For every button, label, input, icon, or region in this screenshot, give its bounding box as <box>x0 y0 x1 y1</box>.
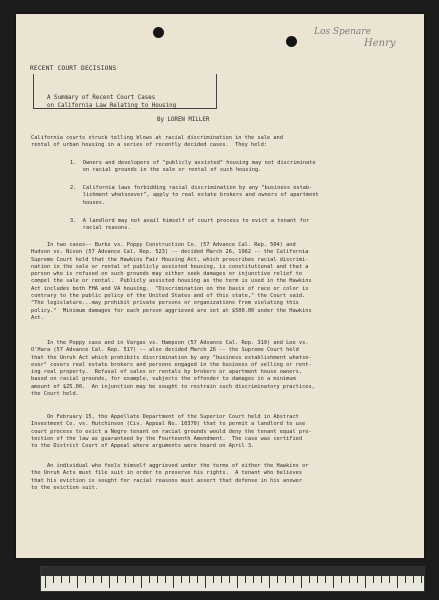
summary-line: on California Law Relating to Housing <box>47 103 177 109</box>
ruler-tick <box>125 576 126 583</box>
ruler-tick <box>221 576 222 583</box>
ruler-tick <box>77 576 78 588</box>
ruler-tick <box>349 576 350 583</box>
ruler-tick <box>165 576 166 583</box>
ruler-tick <box>253 576 254 583</box>
ruler-tick <box>69 576 70 583</box>
intro-paragraph: California courts struck telling blows at racial discrimination in the sale and rental of urban housing in a series of recently decided cases. They held: <box>31 135 283 149</box>
ruler-tick <box>93 576 94 583</box>
ruler-tick <box>373 576 374 583</box>
ruler-tick <box>205 576 206 588</box>
body-paragraph: An individual who feels himself aggrieved under the terms of either the Hawkins or the Unruh Acts must file suit in order to preserve his rights. A tenant who believes that his eviction is sought for racial reasons must assert that defense in his answer to the eviction suit. <box>31 463 309 491</box>
ruler-tick <box>317 576 318 583</box>
ruler-tick <box>181 576 182 583</box>
ruler-tick <box>333 576 334 588</box>
ruler-tick <box>149 576 150 583</box>
ruler-tick <box>397 576 398 588</box>
handwritten-line: Los Spenare <box>314 27 371 37</box>
ruler-tick <box>53 576 54 583</box>
ruler-tick <box>301 576 302 588</box>
handwritten-note <box>314 26 414 50</box>
ruler-tick <box>133 576 134 583</box>
ruler-tick <box>229 576 230 583</box>
body-paragraph: On February 15, the Appellate Department of the Superior Court held in Abstract Investment Co. vs. Hutchinson (Civ. Appeal No. 10370) that to permit a landlord to use court process to evict a Negro tenant on racial grounds would deny the tenant equal pro- tection of the law as guaranteed by the Fourteenth Amendment. The case was certified to the District Court of Appeal where arguments were heard on April 3. <box>31 414 312 450</box>
ruler-tick <box>85 576 86 583</box>
ruler-tick <box>197 576 198 583</box>
ruler-tick <box>389 576 390 583</box>
measurement-ruler <box>40 566 425 592</box>
ruler-tick <box>269 576 270 588</box>
ruler-tick <box>365 576 366 588</box>
ruler-tick <box>405 576 406 583</box>
holding-item: 3. A landlord may not avail himself of court process to evict a tenant for racial reasons. <box>70 218 310 232</box>
ruler-tick <box>293 576 294 583</box>
ruler-bar <box>41 567 424 576</box>
body-paragraph: In two cases-- Burks vs. Poppy Construction Co. (57 Advance Cal. Rep. 504) and Hudson vs. Nixon (57 Advance Cal. Rep. 523) -- decided March 26, 1962 -- the California Supreme Court held that the Hawkins Fair Housing Act, which proscribes racial discrimi- nation in the sale or rental of publicly assisted housing, is constitutional and that a person who is refused on such grounds may either seek damages or injunctive relief to compel the sale or rental. Publicly assisted housing as the term is used in the Hawkins Act includes both FHA and VA housing. "Discrimination on the basis of race or color is contrary to the public policy of the United States and of this state," the Court said. "The legislature...may prohibit private persons or organizations from violating this policy." Minimum damages for each person aggrieved are set at $500.00 under the Hawkins Act. <box>31 242 312 321</box>
ruler-tick <box>141 576 142 588</box>
summary-text <box>47 94 176 110</box>
ruler-tick <box>277 576 278 583</box>
holding-item: 1. Owners and developers of "publicly assisted" housing may not discriminate on racial grounds in the sale or rental of such housing. <box>70 160 316 174</box>
ruler-tick <box>245 576 246 583</box>
summary-line: A Summary of Recent Court Cases <box>47 95 156 101</box>
punch-hole <box>153 27 164 38</box>
body-paragraph: In the Poppy case and in Vargas vs. Hampson (57 Advance Cal. Rep. 319) and Lee vs. O'Hara (57 Advance Cal. Rep. 517) -- also decided March 26 -- the Supreme Court held that the Unruh Act which prohibits discrimination by any "business establishment whatso- ever" covers real estate brokers and persons engaged in the business of selling or rent- ing real property. Refusal of sales or rentals by brokers or apartment house owners, based on racial grounds, for example, subjects the offender to damages in a minimum amount of $25.00. An injunction may be sought to restrain such discriminatory practices, the Court held. <box>31 340 315 398</box>
ruler-tick <box>101 576 102 583</box>
ruler-tick <box>381 576 382 583</box>
holding-item: 2. California laws forbidding racial discrimination by any "business estab- lishment whatsoever", apply to real estate brokers and owners of apartment houses. <box>70 185 319 206</box>
ruler-tick <box>413 576 414 583</box>
ruler-tick <box>173 576 174 588</box>
ruler-tick <box>61 576 62 583</box>
ruler-tick <box>109 576 110 588</box>
ruler-tick <box>325 576 326 583</box>
ruler-tick <box>237 576 238 588</box>
ruler-tick <box>341 576 342 583</box>
ruler-tick <box>117 576 118 583</box>
ruler-tick <box>309 576 310 583</box>
section-heading: RECENT COURT DECISIONS <box>30 65 117 72</box>
ruler-tick <box>45 576 46 588</box>
punch-hole <box>286 36 297 47</box>
ruler-tick <box>157 576 158 583</box>
author-byline: By LOREN MILLER <box>157 117 210 123</box>
ruler-tick <box>213 576 214 583</box>
ruler-tick <box>357 576 358 583</box>
handwritten-line: Henry <box>364 38 396 49</box>
ruler-tick <box>285 576 286 583</box>
ruler-tick <box>189 576 190 583</box>
ruler-tick <box>421 576 422 583</box>
ruler-tick <box>261 576 262 583</box>
